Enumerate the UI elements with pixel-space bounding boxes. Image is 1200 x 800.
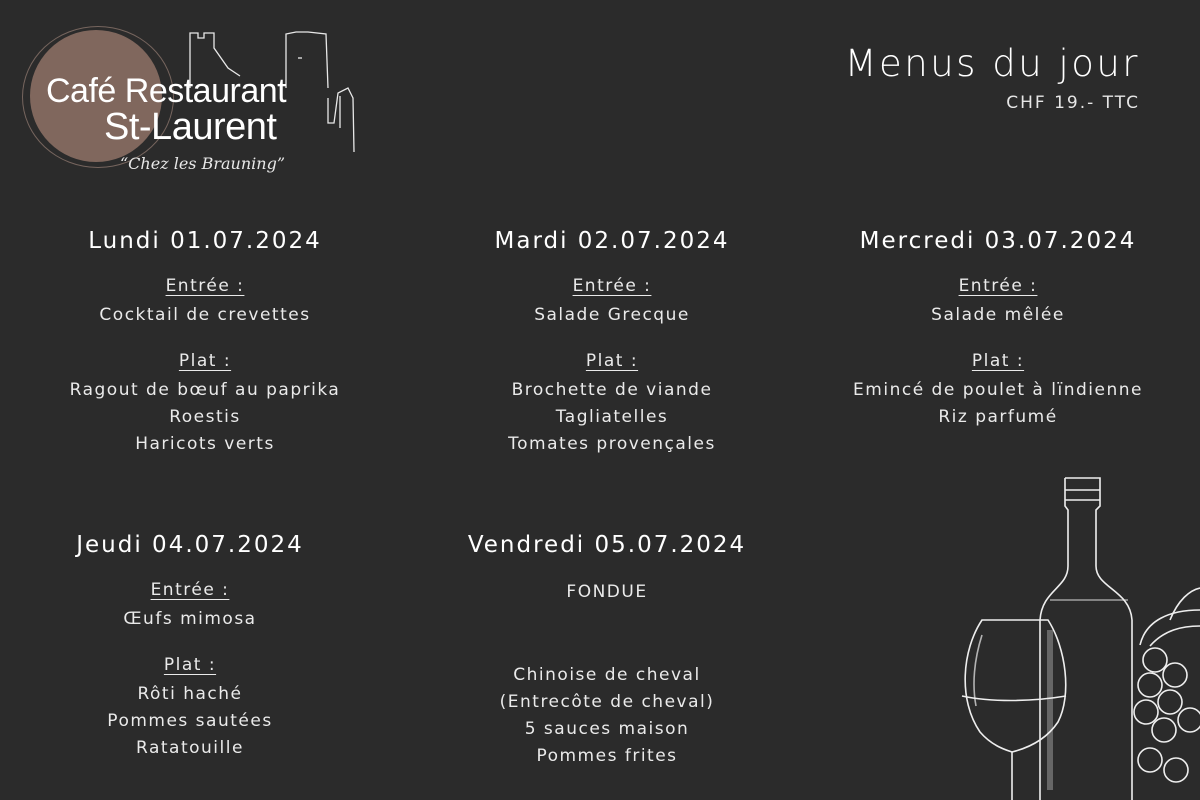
entree-list — [10, 606, 370, 633]
day-title: Lundi 01.07.2024 — [88, 228, 322, 254]
day-menu-tuesday — [432, 228, 792, 458]
logo-tagline: “Chez les Brauning” — [120, 154, 285, 173]
menu-item: Rôti haché — [137, 684, 243, 704]
menu-item: Chinoise de cheval — [513, 665, 701, 685]
menu-item: 5 sauces maison — [524, 719, 690, 739]
price-label: CHF 19.- TTC — [1006, 93, 1140, 113]
day-title: Vendredi 05.07.2024 — [467, 532, 747, 558]
menu-item: Tomates provençales — [508, 434, 716, 454]
special-dish: FONDUE — [566, 582, 648, 602]
wine-illustration-icon — [950, 470, 1200, 800]
day-menu-friday — [427, 532, 787, 770]
plat-list — [432, 377, 792, 458]
logo-line1: Café Restaurant — [46, 72, 287, 110]
menu-item: Riz parfumé — [938, 407, 1058, 427]
day-menu-thursday — [10, 532, 370, 762]
day-title: Mercredi 03.07.2024 — [859, 228, 1137, 254]
day-menu-wednesday — [818, 228, 1178, 431]
menu-item: Emincé de poulet à lïndienne — [853, 380, 1143, 400]
entree-list — [818, 302, 1178, 329]
menu-item: Tagliatelles — [555, 407, 669, 427]
restaurant-logo — [28, 28, 368, 188]
plat-label: Plat : — [971, 351, 1025, 371]
menu-item: Ragout de bœuf au paprika — [69, 380, 341, 400]
plat-list — [25, 377, 385, 458]
plat-label: Plat : — [585, 351, 639, 371]
menu-item: Salade Grecque — [534, 305, 690, 325]
menu-item: Brochette de viande — [511, 380, 713, 400]
day-title: Mardi 02.07.2024 — [494, 228, 730, 254]
page-title: Menus du jour — [844, 42, 1140, 85]
entree-label: Entrée : — [572, 276, 652, 296]
plat-label: Plat : — [163, 655, 217, 675]
menu-item: Pommes frites — [536, 746, 678, 766]
plat-label: Plat : — [178, 351, 232, 371]
plat-list — [10, 681, 370, 762]
menu-item: (Entrecôte de cheval) — [499, 692, 715, 712]
entree-label: Entrée : — [958, 276, 1038, 296]
menu-item: Roestis — [169, 407, 241, 427]
logo-line2: St-Laurent — [104, 106, 277, 148]
day-menu-monday — [25, 228, 385, 458]
menu-item: Haricots verts — [135, 434, 275, 454]
entree-label: Entrée : — [165, 276, 245, 296]
menu-item: Œufs mimosa — [123, 609, 257, 629]
menu-item: Ratatouille — [136, 738, 244, 758]
menu-item: Salade mêlée — [931, 305, 1065, 325]
entree-label: Entrée : — [150, 580, 230, 600]
entree-list — [25, 302, 385, 329]
menu-item: Cocktail de crevettes — [99, 305, 311, 325]
day-title: Jeudi 04.07.2024 — [76, 532, 304, 558]
plat-list — [427, 662, 787, 770]
entree-list — [432, 302, 792, 329]
menu-item: Pommes sautées — [107, 711, 273, 731]
plat-list — [818, 377, 1178, 431]
page-header — [845, 42, 1140, 113]
